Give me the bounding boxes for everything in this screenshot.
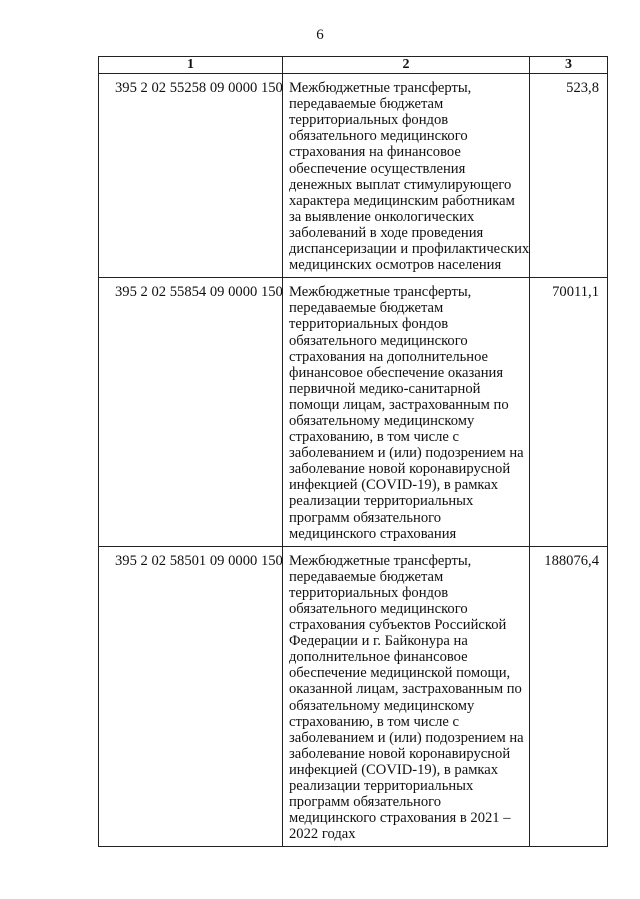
description-line: инфекцией (COVID-19), в рамках [289,761,499,778]
description-line: заболевание новой коронавирусной [289,745,511,762]
description-line: программ обязательного [289,794,442,811]
description-line: обязательного медицинского [289,128,468,145]
column-header-code: 1 [99,57,283,74]
description-line: страхования на дополнительное [289,348,489,365]
description-line: страхованию, в том числе с [289,713,459,730]
column-header-description: 2 [283,57,530,74]
description-line: заболеванием и (или) подозрением на [289,445,524,462]
description-line: денежных выплат стимулирующего [289,176,512,193]
description-line: реализации территориальных [289,778,474,795]
revenue-description [283,278,530,547]
description-line: Федерации и г. Байконура на [289,633,468,650]
description-line: финансовое обеспечение оказания [289,364,504,381]
description-line: реализации территориальных [289,493,474,510]
description-line: дополнительное финансовое [289,649,468,666]
description-line: инфекцией (COVID-19), в рамках [289,477,499,494]
revenue-description [283,74,530,278]
description-line: обеспечение осуществления [289,160,466,177]
description-line: страхования на финансовое [289,144,461,161]
description-line: обязательного медицинского [289,601,468,617]
description-line: Межбюджетные трансферты, [289,284,472,301]
description-line: оказанной лицам, застрахованным по [289,681,522,698]
budget-classification-code: 395 2 02 55258 09 0000 150 [99,74,283,278]
table-row [99,546,608,847]
amount-value: 523,8 [530,74,608,278]
description-line: 2022 годах [289,826,356,843]
description-line: помощи лицам, застрахованным по [289,396,509,413]
description-line: страхованию, в том числе с [289,429,459,446]
table-header-row [99,57,608,74]
description-line: территориальных фондов [289,316,449,333]
description-line: территориальных фондов [289,112,449,129]
description-line: передаваемые бюджетам [289,300,444,317]
description-line: обязательному медицинскому [289,412,475,429]
description-line: характера медицинским работникам [289,192,515,209]
description-line: диспансеризации и профилактических [289,241,530,258]
description-line: медицинского страхования в 2021 – [289,810,511,827]
description-line: передаваемые бюджетам [289,96,444,113]
budget-classification-code: 395 2 02 58501 09 0000 150 [99,546,283,847]
description-line: программ обязательного [289,509,442,526]
description-line: передаваемые бюджетам [289,568,444,585]
revenue-description [283,546,530,847]
description-line: заболевание новой коронавирусной [289,461,511,478]
description-line: за выявление онкологических [289,208,475,225]
description-line: обязательного медицинского [289,332,468,349]
description-line: территориальных фондов [289,584,449,601]
description-line: заболеваний в ходе проведения [289,224,484,241]
description-line: медицинских осмотров населения [289,257,502,274]
description-line: обязательному медицинскому [289,697,475,714]
table-row [99,278,608,547]
page-number: 6 [316,27,324,43]
description-line: страхования субъектов Российской [289,617,507,634]
description-line: заболеванием и (или) подозрением на [289,729,524,746]
table-row [99,74,608,278]
amount-value: 188076,4 [530,546,608,847]
table-body [99,74,608,847]
budget-classification-code: 395 2 02 55854 09 0000 150 [99,278,283,547]
amount-value: 70011,1 [530,278,608,547]
description-line: первичной медико-санитарной [289,380,481,397]
column-header-amount: 3 [530,57,608,74]
description-line: Межбюджетные трансферты, [289,80,472,97]
budget-table [98,56,608,847]
description-line: обеспечение медицинской помощи, [289,665,511,682]
description-line: Межбюджетные трансферты, [289,552,472,569]
description-line: медицинского страхования [289,525,457,542]
